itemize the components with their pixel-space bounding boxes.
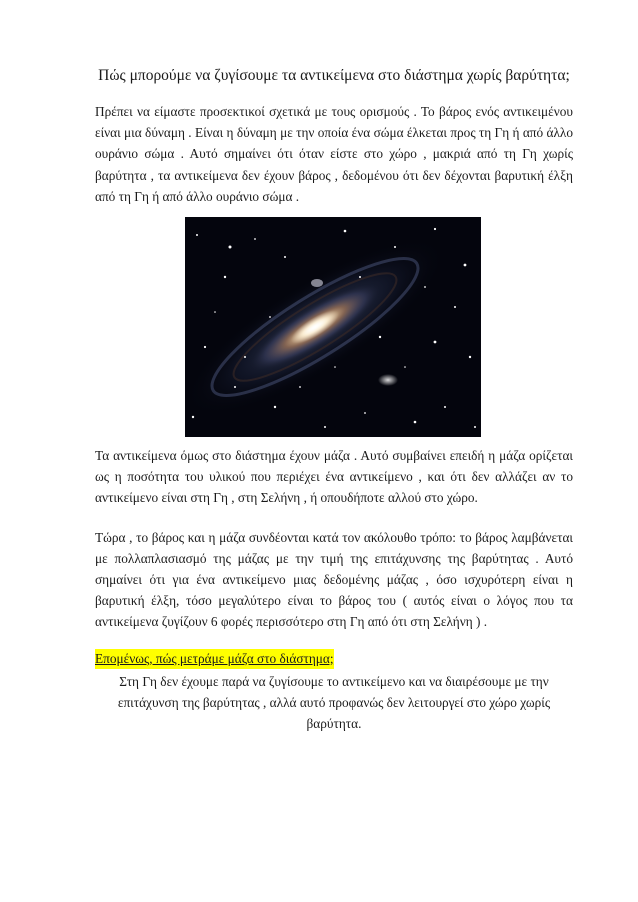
paragraph-weight-definition: Πρέπει να είμαστε προσεκτικοί σχετικά με τους ορισμούς . Το βάρος ενός αντικειμένου είναι μια δύναμη . Είναι η δύναμη με την οποία ένα σώμα έλκεται προς τη Γη ή από άλλο ουράνιο σώμα . Αυτό σημαίνει ότι όταν είστε στο χώρο , μακριά από τη Γη χωρίς βαρύτητα , τα αντικείμενα δεν έχουν βάρος , δεδομένου ότι δεν δέχονται βαρυτική έλξη από τη Γη ή από άλλο ουράνιο σώμα . <box>95 104 573 204</box>
document-page <box>95 64 573 734</box>
document-title: Πώς μπορούμε να ζυγίσουμε τα αντικείμενα στο διάστημα χωρίς βαρύτητα; <box>98 67 570 84</box>
galaxy-illustration <box>185 217 481 437</box>
galaxy-image <box>185 217 481 437</box>
paragraph-weight-mass-relation: Τώρα , το βάρος και η μάζα συνδέονται κατά τον ακόλουθο τρόπο: το βάρος λαμβάνεται με πολλαπλασιασμό της μάζας με την τιμή της επιτάχυνσης της βαρύτητας . Αυτό σημαίνει ότι για ένα αντικείμενο μιας δεδομένης μάζας , όσο ισχυρότερη είναι η βαρυτική έλξη, τόσο μεγαλύτερο είναι το βάρος του ( αυτός είναι ο λόγος που τα αντικείμενα ζυγίζουν 6 φορές περισσότερο στη Γη από ότι στη Σελήνη ) . <box>95 529 573 630</box>
answer-paragraph: Στη Γη δεν έχουμε παρά να ζυγίσουμε το αντικείμενο και να διαιρέσουμε με την επιτάχυνση της βαρύτητας , αλλά αυτό προφανώς δεν λειτουργεί στο χώρο χωρίς βαρύτητα. <box>117 673 551 732</box>
highlighted-question: Επομένως, πώς μετράμε μάζα στο διάστημα; <box>95 649 334 669</box>
paragraph-mass-definition: Τα αντικείμενα όμως στο διάστημα έχουν μάζα . Αυτό συμβαίνει επειδή η μάζα ορίζεται ως η ποσότητα του υλικού που περιέχει ένα αντικείμενο , και ότι δεν αλλάζει αν το αντικείμενο είναι στη Γη , στη Σελήνη , ή οπουδήποτε αλλού στο χώρο. <box>95 448 573 506</box>
